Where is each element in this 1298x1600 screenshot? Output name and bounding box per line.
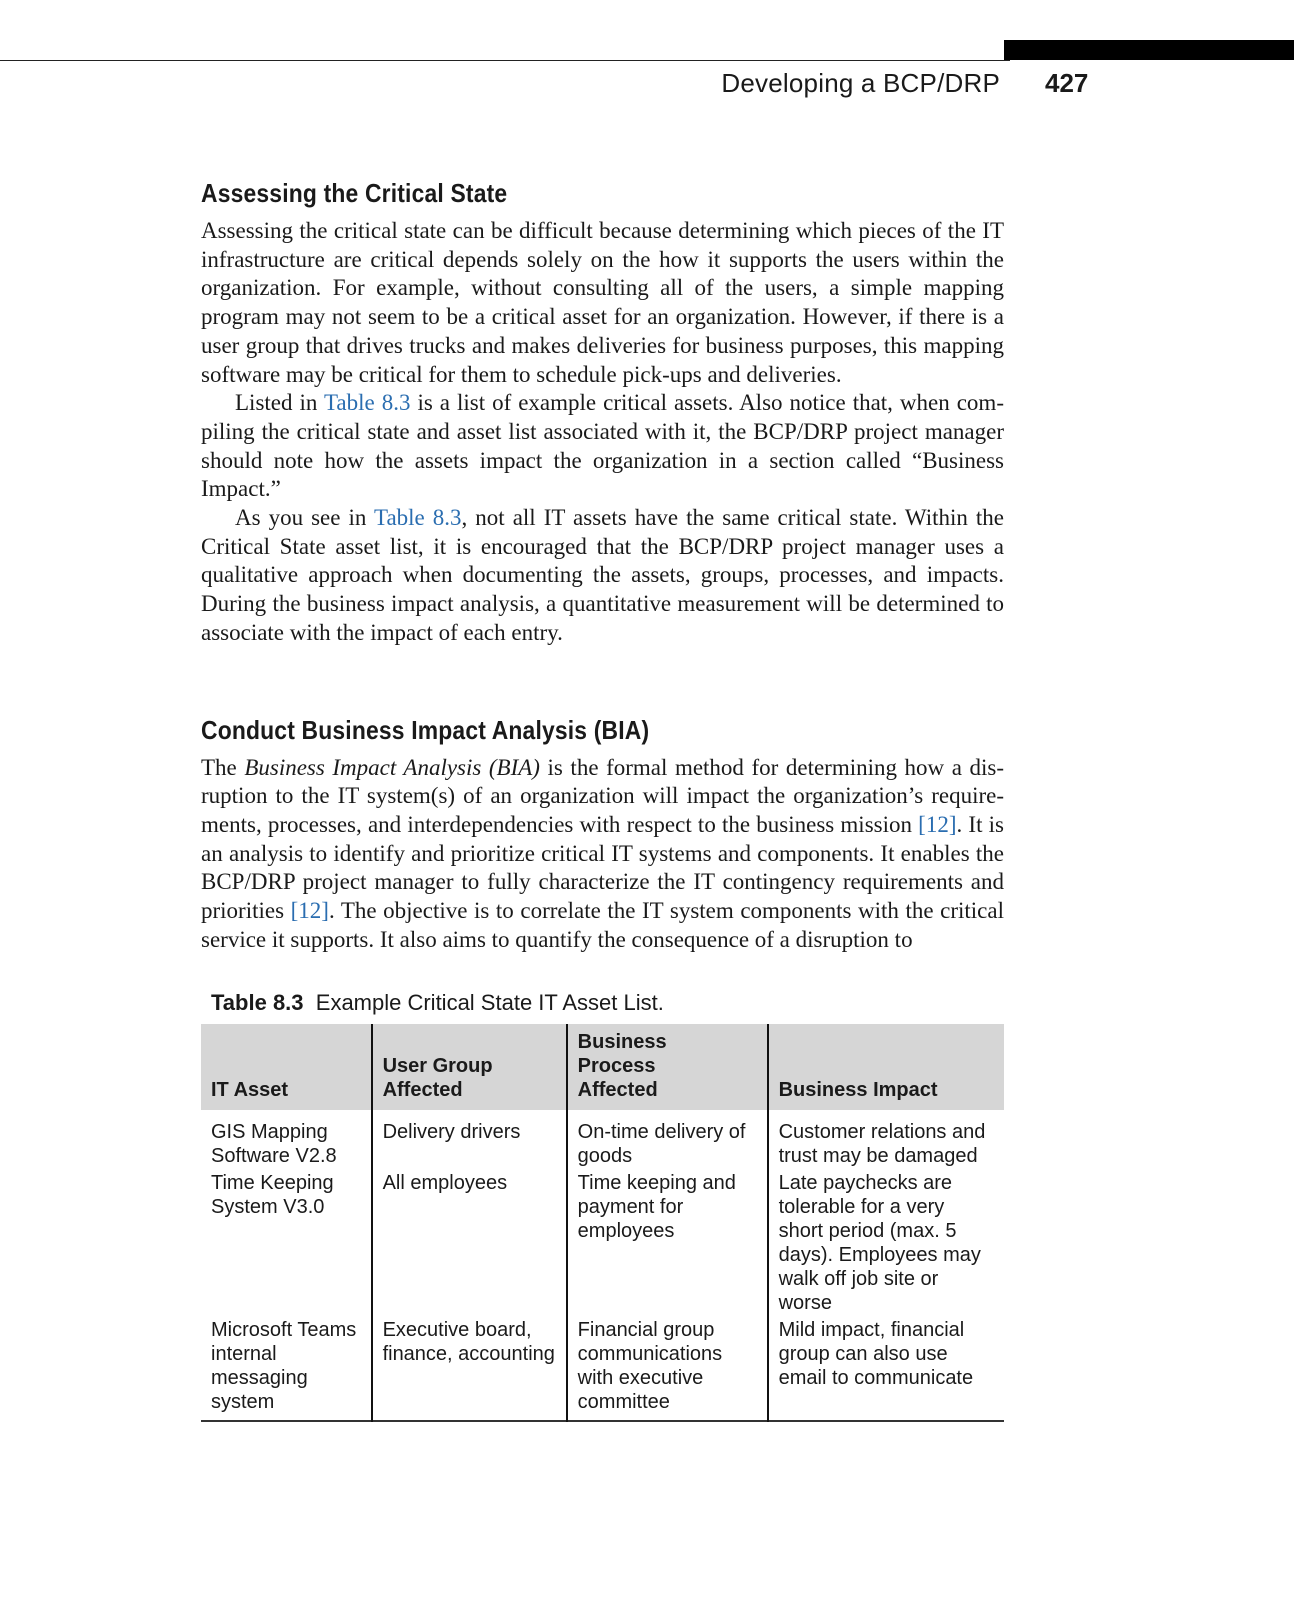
cell-business-process: On-time delivery of goods — [567, 1110, 768, 1168]
cell-it-asset: GIS Mapping Software V2.8 — [211, 1121, 337, 1167]
table-caption: Table 8.3 Example Critical State IT Asset List. — [211, 990, 664, 1015]
section-heading-bia: Conduct Business Impact Analysis (BIA) — [201, 714, 650, 745]
section-heading-critical-state: Assessing the Critical State — [201, 178, 508, 208]
paragraph-listed-in: Listed in Table 8.3 is a list of example critical assets. Also notice that, when compiling the critical state and asset list associated with it, the BCP/DRP project manager should note how the assets impact the organization in a section called “Business Impact.” — [201, 390, 1004, 502]
paragraph-critical-state-intro: Assessing the critical state can be difficult because determining which pieces of the IT infrastructure are critical depends solely on the how it supports the users within the organization. For example, without consulting all of the users, a simple mapping program may not seem to be a critical asset for an organization. However, if there is a user group that drives trucks and makes deliveries for business purposes, this mapping software may be critical for them to schedule pick-ups and deliveries. — [201, 218, 1004, 387]
cell-user-group: Delivery drivers — [372, 1110, 567, 1168]
cell-it-asset: Time Keeping System V3.0 — [211, 1172, 334, 1218]
cell-user-group: All employees — [372, 1168, 567, 1315]
table-header-row — [201, 1024, 1004, 1110]
cell-business-process: Time keeping and payment for employees — [567, 1168, 768, 1315]
table-8-3-link[interactable]: Table 8.3 — [323, 390, 411, 416]
page-body — [201, 178, 1004, 954]
running-title: Developing a BCP/DRP — [721, 68, 1000, 98]
asset-table — [201, 1024, 1004, 1422]
cell-business-impact: Mild impact, financial group can also use email to communicate — [768, 1315, 1004, 1421]
header-rule — [0, 60, 1010, 61]
column-header-user-group: User Group Affected — [372, 1024, 567, 1110]
table-row — [201, 1315, 1004, 1421]
cell-business-impact: Customer relations and trust may be damaged — [768, 1110, 1004, 1168]
cell-it-asset: Microsoft Teams internal messaging system — [211, 1319, 357, 1413]
cell-user-group: Executive board, finance, accounting — [372, 1315, 567, 1421]
paragraph-as-you-see: As you see in Table 8.3, not all IT assets have the same critical state. Within the Critical State asset list, it is encouraged that the BCP/DRP project manager uses a qualitative approach when documenting the assets, groups, processes, and impacts. During the business impact analysis, a quantitative measurement will be determined to associate with the impact of each entry. — [201, 505, 1004, 645]
cell-business-process: Financial group communications with executive committee — [567, 1315, 768, 1421]
page-number: 427 — [1045, 68, 1089, 98]
reference-12-link[interactable]: [12] — [290, 898, 329, 924]
paragraph-bia: The Business Impact Analysis (BIA) is the formal method for determining how a disruption to the IT system(s) of an organization will impact the organization’s requirements, processes, and interdependencies with respect to the business mission [12]. It is an analysis to identify and prioritize critical IT systems and components. It enables the BCP/DRP project manager to fully characterize the IT contingency requirements and priorities [12]. The objective is to correlate the IT system components with the critical service it supports. It also aims to quantify the consequence of a disruption to — [201, 754, 1005, 952]
reference-12-link[interactable]: [12] — [918, 811, 957, 837]
column-header-it-asset: IT Asset — [201, 1024, 372, 1110]
bia-term: Business Impact Analysis (BIA) — [244, 754, 540, 780]
column-header-business-process: Business Process Affected — [567, 1024, 768, 1110]
header-bar — [1004, 40, 1294, 60]
cell-business-impact: Late paychecks are tolerable for a very short period (max. 5 days). Employees may walk off job site or worse — [768, 1168, 1004, 1315]
table-row — [201, 1110, 1004, 1168]
table-8-3-link[interactable]: Table 8.3 — [374, 505, 462, 531]
table-row — [201, 1168, 1004, 1315]
table-8-3 — [201, 990, 1004, 1422]
column-header-business-impact: Business Impact — [768, 1024, 1004, 1110]
